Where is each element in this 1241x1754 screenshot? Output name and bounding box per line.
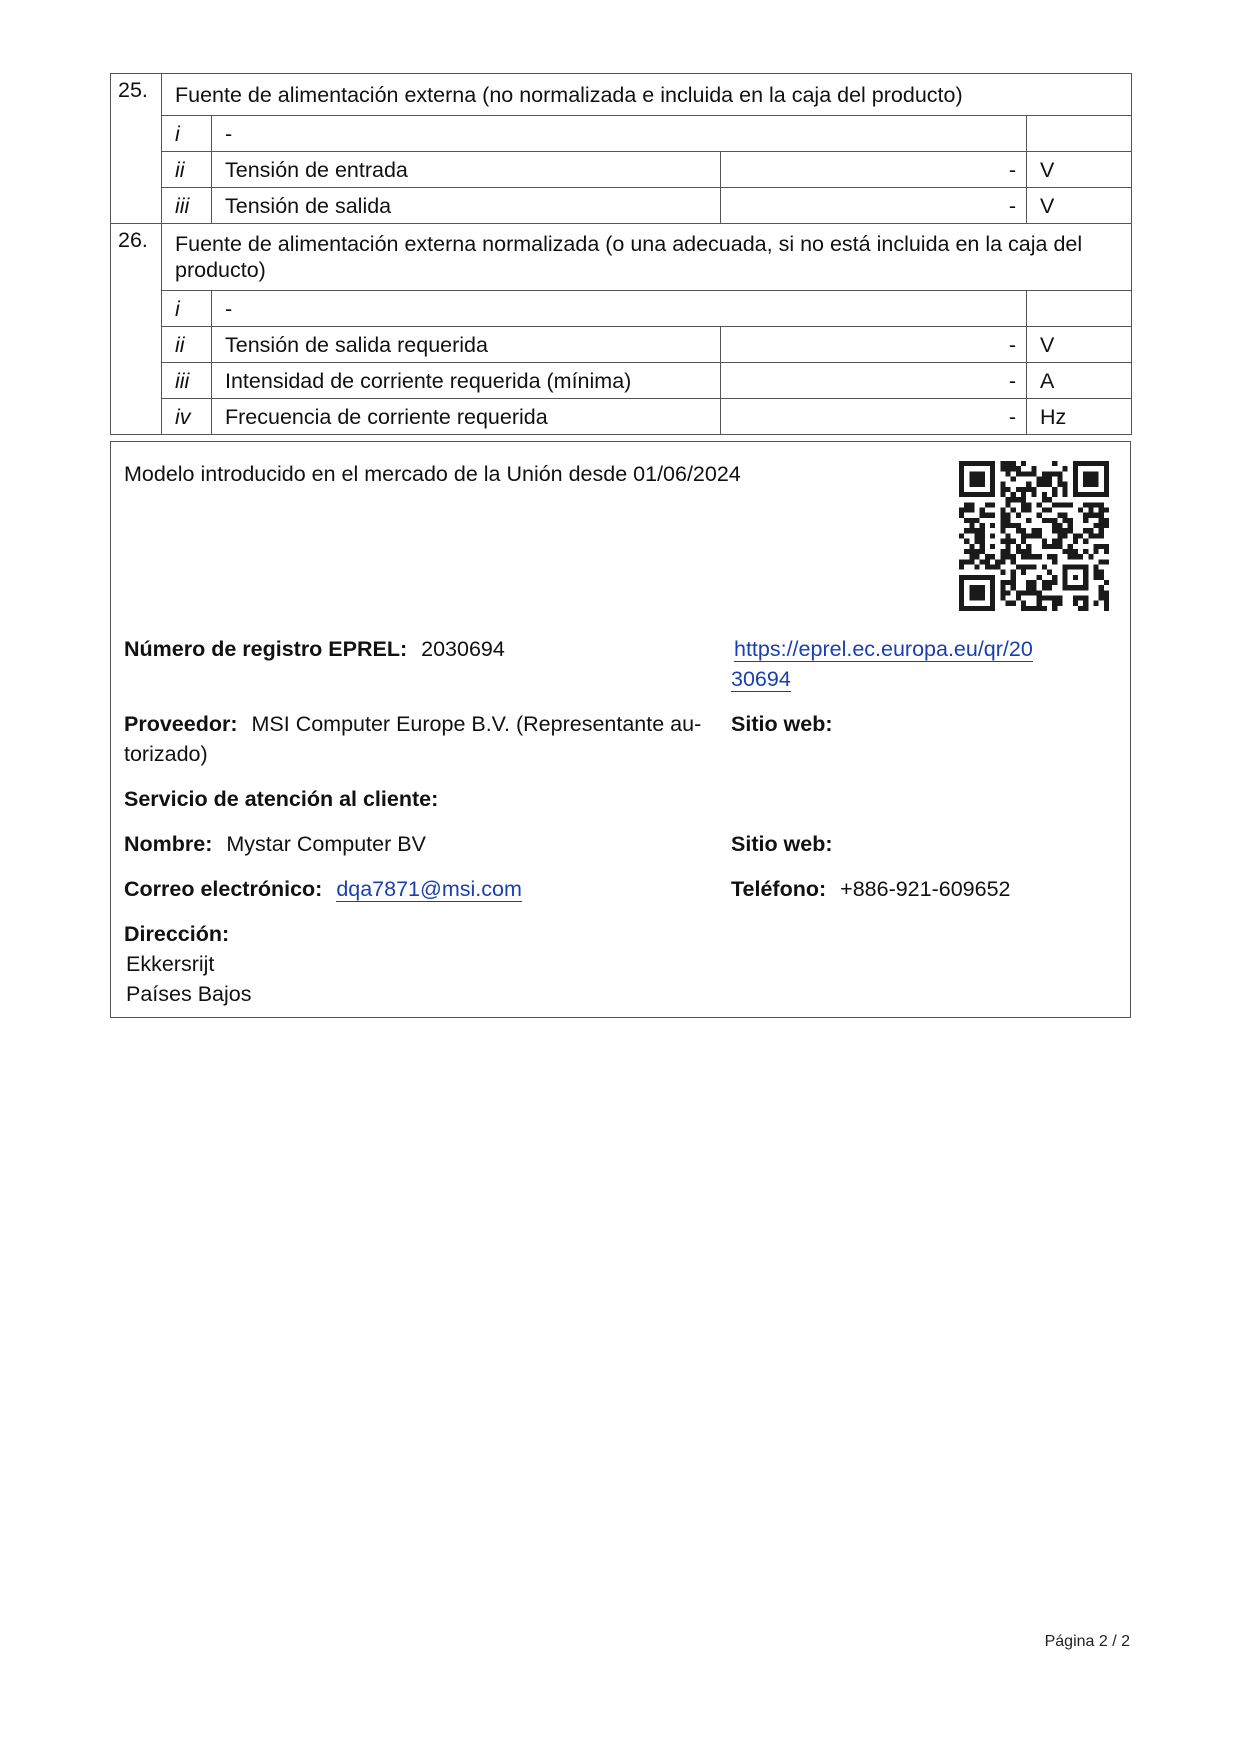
row-unit: V — [1027, 327, 1132, 363]
row-unit — [1027, 116, 1132, 152]
row-label: - — [212, 291, 1027, 327]
row-label: Tensión de salida — [212, 188, 721, 224]
address-label: Dirección: — [124, 922, 230, 946]
email-link[interactable]: dqa7871@msi.com — [336, 877, 522, 901]
row-index: ii — [162, 152, 212, 188]
eprel-label: Número de registro EPREL: — [124, 637, 408, 661]
table-row — [111, 152, 1132, 188]
email-label: Correo electrónico: — [124, 877, 323, 901]
phone-value: +886-921-609652 — [840, 877, 1011, 901]
row-label: Frecuencia de corriente requerida — [212, 399, 721, 435]
section-25-title: Fuente de alimentación externa (no normalizada e incluida en la caja del producto) — [162, 74, 1132, 116]
eprel-link[interactable] — [731, 634, 1033, 694]
qr-code-icon[interactable] — [959, 461, 1109, 611]
table-row — [111, 363, 1132, 399]
row-value: - — [721, 327, 1027, 363]
eprel-number: 2030694 — [421, 637, 505, 661]
spec-table — [110, 73, 1132, 435]
email-row — [124, 874, 522, 904]
row-index: ii — [162, 327, 212, 363]
phone-row — [731, 874, 1011, 904]
row-unit: V — [1027, 188, 1132, 224]
supplier-name-cont: torizado) — [124, 742, 208, 766]
address-line-1: Ekkersrijt — [126, 952, 215, 976]
row-index: i — [162, 291, 212, 327]
eprel-link-line2[interactable]: 30694 — [731, 667, 791, 691]
contact-website-label: Sitio web: — [731, 832, 833, 856]
row-label: - — [212, 116, 1027, 152]
row-index: i — [162, 116, 212, 152]
contact-name-value: Mystar Computer BV — [226, 832, 426, 856]
phone-label: Teléfono: — [731, 877, 827, 901]
row-value: - — [721, 399, 1027, 435]
row-value: - — [721, 363, 1027, 399]
contact-name-row — [124, 829, 426, 859]
row-label: Intensidad de corriente requerida (mínima) — [212, 363, 721, 399]
page-number: Página 2 / 2 — [1044, 1633, 1130, 1650]
product-info-box — [110, 441, 1131, 1018]
supplier-website-label: Sitio web: — [731, 712, 833, 736]
row-unit — [1027, 291, 1132, 327]
row-index: iii — [162, 188, 212, 224]
table-row — [111, 116, 1132, 152]
section-25-number: 25. — [111, 74, 162, 224]
row-unit: V — [1027, 152, 1132, 188]
section-25-header — [111, 74, 1132, 116]
row-label: Tensión de salida requerida — [212, 327, 721, 363]
contact-name-label: Nombre: — [124, 832, 213, 856]
supplier-block — [124, 709, 701, 769]
row-index: iv — [162, 399, 212, 435]
row-unit: Hz — [1027, 399, 1132, 435]
section-26-number: 26. — [111, 224, 162, 435]
address-line-2: Países Bajos — [126, 982, 252, 1006]
section-26-title: Fuente de alimentación externa normalizada (o una adecuada, si no está incluida en la caja del producto) — [162, 224, 1132, 291]
market-intro-text: Modelo introducido en el mercado de la Unión desde 01/06/2024 — [124, 462, 741, 486]
address-block — [124, 919, 251, 1009]
table-row — [111, 399, 1132, 435]
row-index: iii — [162, 363, 212, 399]
row-value: - — [721, 152, 1027, 188]
eprel-row — [124, 634, 505, 664]
row-value: - — [721, 188, 1027, 224]
section-26-header — [111, 224, 1132, 291]
row-unit: A — [1027, 363, 1132, 399]
customer-service-heading: Servicio de atención al cliente: — [124, 787, 439, 811]
table-row — [111, 291, 1132, 327]
table-row — [111, 188, 1132, 224]
row-label: Tensión de entrada — [212, 152, 721, 188]
supplier-name: MSI Computer Europe B.V. (Representante au- — [251, 712, 702, 736]
eprel-link-line1[interactable]: https://eprel.ec.europa.eu/qr/20 — [734, 637, 1033, 661]
table-row — [111, 327, 1132, 363]
supplier-label: Proveedor: — [124, 712, 238, 736]
